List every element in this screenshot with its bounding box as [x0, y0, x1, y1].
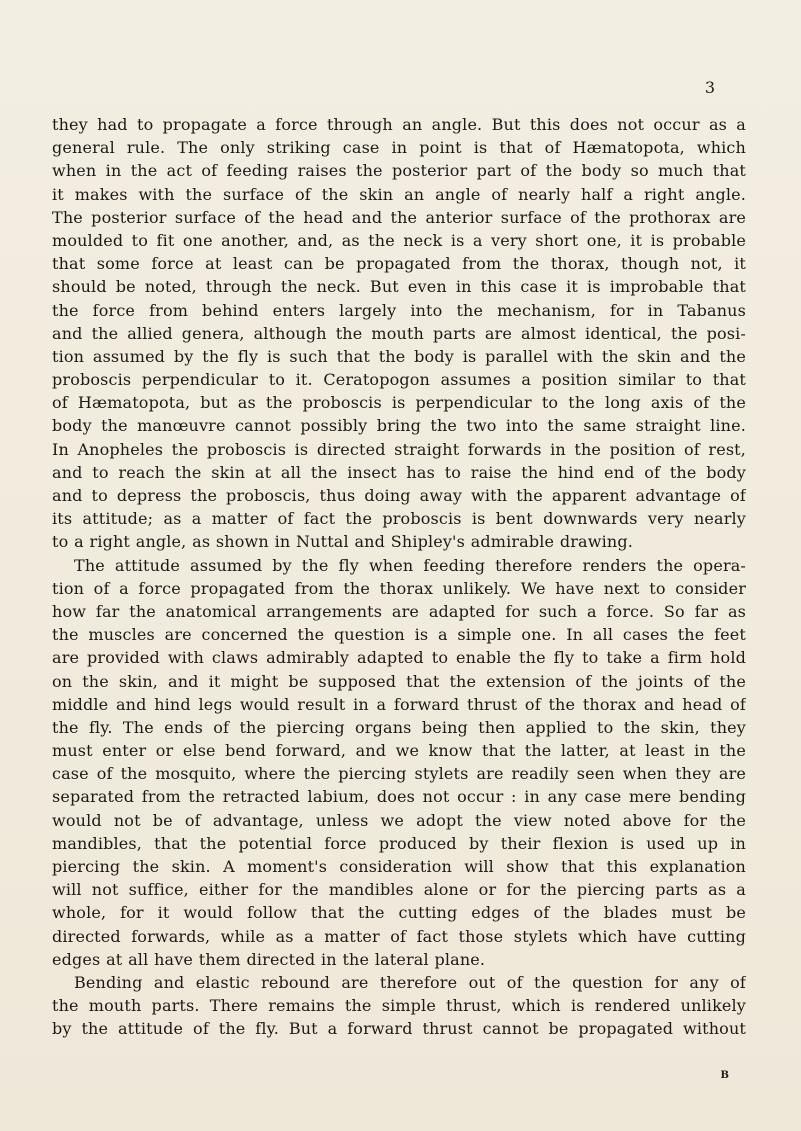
text-line: they had to propagate a force through an angle. But this does not occur as a: [52, 115, 746, 134]
body-text: [52, 113, 746, 1041]
text-line: its attitude; as a matter of fact the proboscis is bent downwards very nearly: [52, 509, 746, 529]
page-number: 3: [704, 78, 715, 97]
text-line: how far the anatomical arrangements are adapted for such a force. So far as: [52, 601, 746, 621]
text-line: the force from behind enters largely into the mechanism, for in Tabanus: [52, 300, 746, 320]
text-line: that some force at least can be propagated from the thorax, though not, it: [52, 254, 746, 274]
text-line: should be noted, through the neck. But even in this case it is improbable that: [52, 277, 746, 297]
text-line: whole, for it would follow that the cutting edges of the blades must be: [52, 903, 746, 923]
text-line: would not be of advantage, unless we adopt the view noted above for the: [52, 810, 746, 830]
text-line: case of the mosquito, where the piercing stylets are readily seen when they are: [52, 764, 746, 784]
text-line: tion assumed by the fly is such that the body is parallel with the skin and the: [52, 346, 746, 366]
text-line: will not suffice, either for the mandibles alone or for the piercing parts as a: [52, 880, 746, 900]
text-line: middle and hind legs would result in a forward thrust of the thorax and head of: [52, 694, 746, 714]
text-line: The attitude assumed by the fly when feeding therefore renders the opera-: [74, 555, 746, 575]
paragraph-3: [52, 971, 746, 1041]
text-line: moulded to fit one another, and, as the neck is a very short one, it is probable: [52, 230, 746, 250]
text-line: the mouth parts. There remains the simple thrust, which is rendered unlikely: [52, 996, 746, 1016]
text-line: tion of a force propagated from the thorax unlikely. We have next to consider: [52, 578, 746, 598]
text-line: are provided with claws admirably adapted to enable the fly to take a firm hold: [52, 648, 746, 668]
paragraph-2: [52, 554, 746, 971]
text-line: piercing the skin. A moment's consideration will show that this explanation: [52, 857, 746, 876]
text-line: edges at all have them directed in the lateral plane.: [52, 949, 486, 969]
text-line: when in the act of feeding raises the posterior part of the body so much that: [52, 161, 746, 181]
text-line: general rule. The only striking case in point is that of Hæmatopota, which: [52, 138, 746, 158]
text-line: directed forwards, while as a matter of fact those stylets which have cutting: [52, 926, 746, 946]
text-line: and to reach the skin at all the insect has to raise the hind end of the body: [52, 462, 746, 482]
text-line: and to depress the proboscis, thus doing away with the apparent advantage of: [52, 486, 746, 505]
text-line: mandibles, that the potential force produced by their flexion is used up in: [52, 833, 746, 853]
text-line: The posterior surface of the head and the anterior surface of the prothorax are: [52, 207, 746, 227]
paragraph-1: [52, 113, 746, 554]
text-line: separated from the retracted labium, does not occur : in any case mere bending: [52, 787, 746, 807]
text-line: the fly. The ends of the piercing organs being then applied to the skin, they: [52, 717, 746, 737]
text-line: body the manœuvre cannot possibly bring the two into the same straight line.: [52, 416, 746, 436]
text-line: the muscles are concerned the question is a simple one. In all cases the feet: [52, 625, 746, 645]
text-line: of Hæmatopota, but as the proboscis is perpendicular to the long axis of the: [52, 393, 746, 413]
text-line: by the attitude of the fly. But a forward thrust cannot be propagated without: [52, 1019, 746, 1039]
text-line: proboscis perpendicular to it. Ceratopogon assumes a position similar to that: [52, 370, 746, 390]
text-line: must enter or else bend forward, and we know that the latter, at least in the: [52, 741, 746, 761]
text-line: on the skin, and it might be supposed that the extension of the joints of the: [52, 671, 746, 691]
text-line: to a right angle, as shown in Nuttal and Shipley's admirable drawing.: [52, 532, 633, 552]
text-line: Bending and elastic rebound are therefore out of the question for any of: [74, 972, 746, 992]
text-line: and the allied genera, although the mouth parts are almost identical, the posi-: [52, 323, 746, 343]
text-line: it makes with the surface of the skin an angle of nearly half a right angle.: [52, 184, 746, 204]
signature-mark: B: [720, 1070, 729, 1081]
text-line: In Anopheles the proboscis is directed straight forwards in the position of rest,: [52, 439, 746, 459]
